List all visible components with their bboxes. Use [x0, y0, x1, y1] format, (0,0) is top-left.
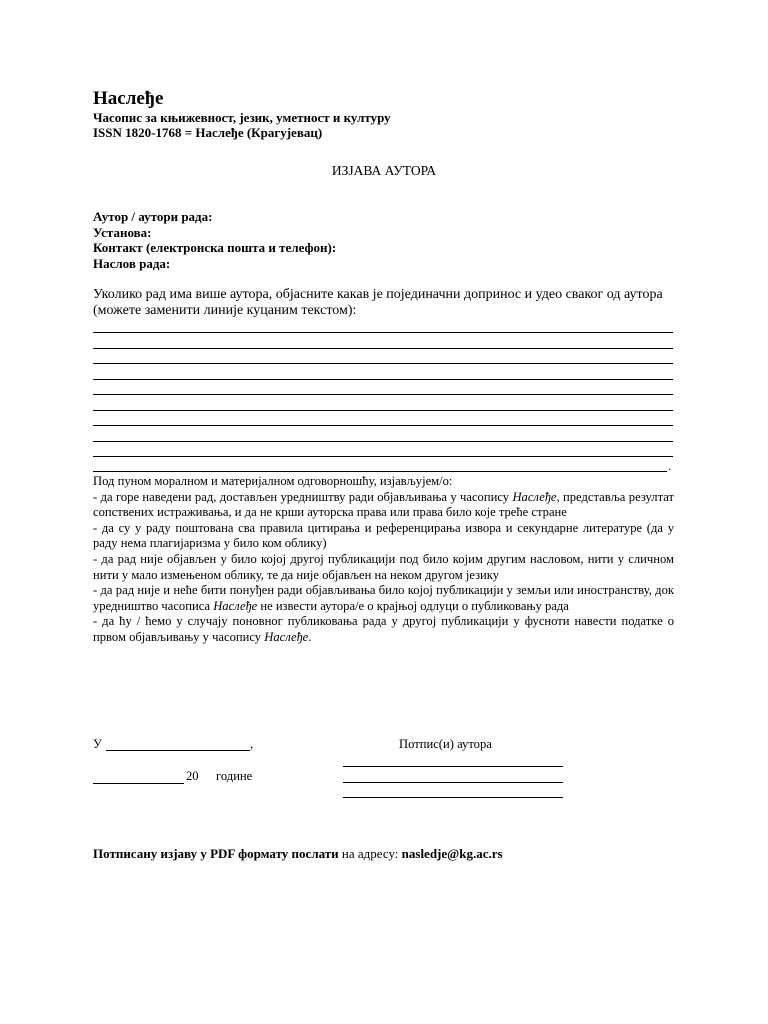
signature-line[interactable]	[343, 797, 563, 798]
contribution-line[interactable]	[93, 379, 673, 380]
declaration-lead: Под пуном моралном и материјалном одговорношћу, изјављујем/о:	[93, 474, 453, 488]
signature-line[interactable]	[343, 782, 563, 783]
contribution-line[interactable]	[93, 394, 673, 395]
date-line[interactable]	[93, 783, 184, 784]
line-end-period: .	[668, 459, 671, 473]
contribution-line[interactable]	[93, 363, 673, 364]
journal-issn: ISSN 1820-1768 = Наслеђе (Крагујевац)	[93, 125, 323, 140]
contribution-instructions: Уколико рад има више аутора, објасните какав је појединачни допринос и удео сваког од аутора (можете заменити линије куцаним текстом):	[93, 287, 663, 318]
contribution-line[interactable]	[93, 332, 673, 333]
field-institution: Установа:	[93, 225, 152, 240]
contribution-line[interactable]	[93, 441, 673, 442]
declaration-item: - да горе наведени рад, достављен уредништву ради објављивања у часопису Наслеђе, представља резултат сопствених истраживања, и да не крши ауторска права или права било које треће стране	[93, 489, 675, 520]
place-suffix: ,	[250, 737, 254, 751]
contribution-line[interactable]	[93, 471, 667, 472]
journal-subtitle: Часопис за књижевност, језик, уметност и културу	[93, 110, 391, 125]
declaration-item: - да рад није и неће бити понуђен ради објављивања било којој публикацији у земљи или иностранству, док уредништво часописа Наслеђе не извести аутора/е о крајњој одлуци о публиковању рада	[93, 583, 674, 613]
declaration-item: - да ћу / ћемо у случају поновног публиковања рада у другој публикацији у фусноти навести податке о првом објављивању у часопису Наслеђе.	[93, 614, 674, 644]
declaration-text	[93, 474, 674, 646]
form-title: ИЗЈАВА АУТОРА	[331, 163, 437, 178]
year-prefix: 20	[186, 769, 199, 783]
email-link[interactable]: nasledje@kg.ac.rs	[401, 846, 503, 861]
field-contact: Контакт (електронска пошта и телефон):	[93, 240, 337, 255]
signature-label: Потпис(и) аутора	[399, 737, 492, 751]
contribution-line[interactable]	[93, 425, 673, 426]
contribution-line[interactable]	[93, 348, 673, 349]
field-paper-title: Наслов рада:	[93, 256, 171, 271]
place-prefix: У	[93, 737, 102, 751]
contribution-line[interactable]	[93, 410, 673, 411]
declaration-item: - да су у раду поштована сва правила цитирања и референцирања извора и секундарне литературе (да у раду нема плагијаризма у било ком облику)	[93, 520, 674, 551]
journal-title: Наслеђе	[93, 88, 164, 109]
signature-line[interactable]	[343, 766, 563, 767]
contribution-line[interactable]	[93, 456, 673, 457]
year-suffix: године	[216, 769, 253, 783]
field-authors: Аутор / аутори рада:	[93, 209, 213, 224]
submission-instructions: Потписану изјаву у PDF формату послати на адресу: nasledje@kg.ac.rs	[93, 846, 503, 861]
place-line[interactable]	[106, 750, 250, 751]
declaration-item: - да рад није објављен у било којој другој публикацији под било којим другим насловом, нити у сличном нити у мало измењеном облику, те да није објављен на неком другом језику	[93, 551, 674, 582]
